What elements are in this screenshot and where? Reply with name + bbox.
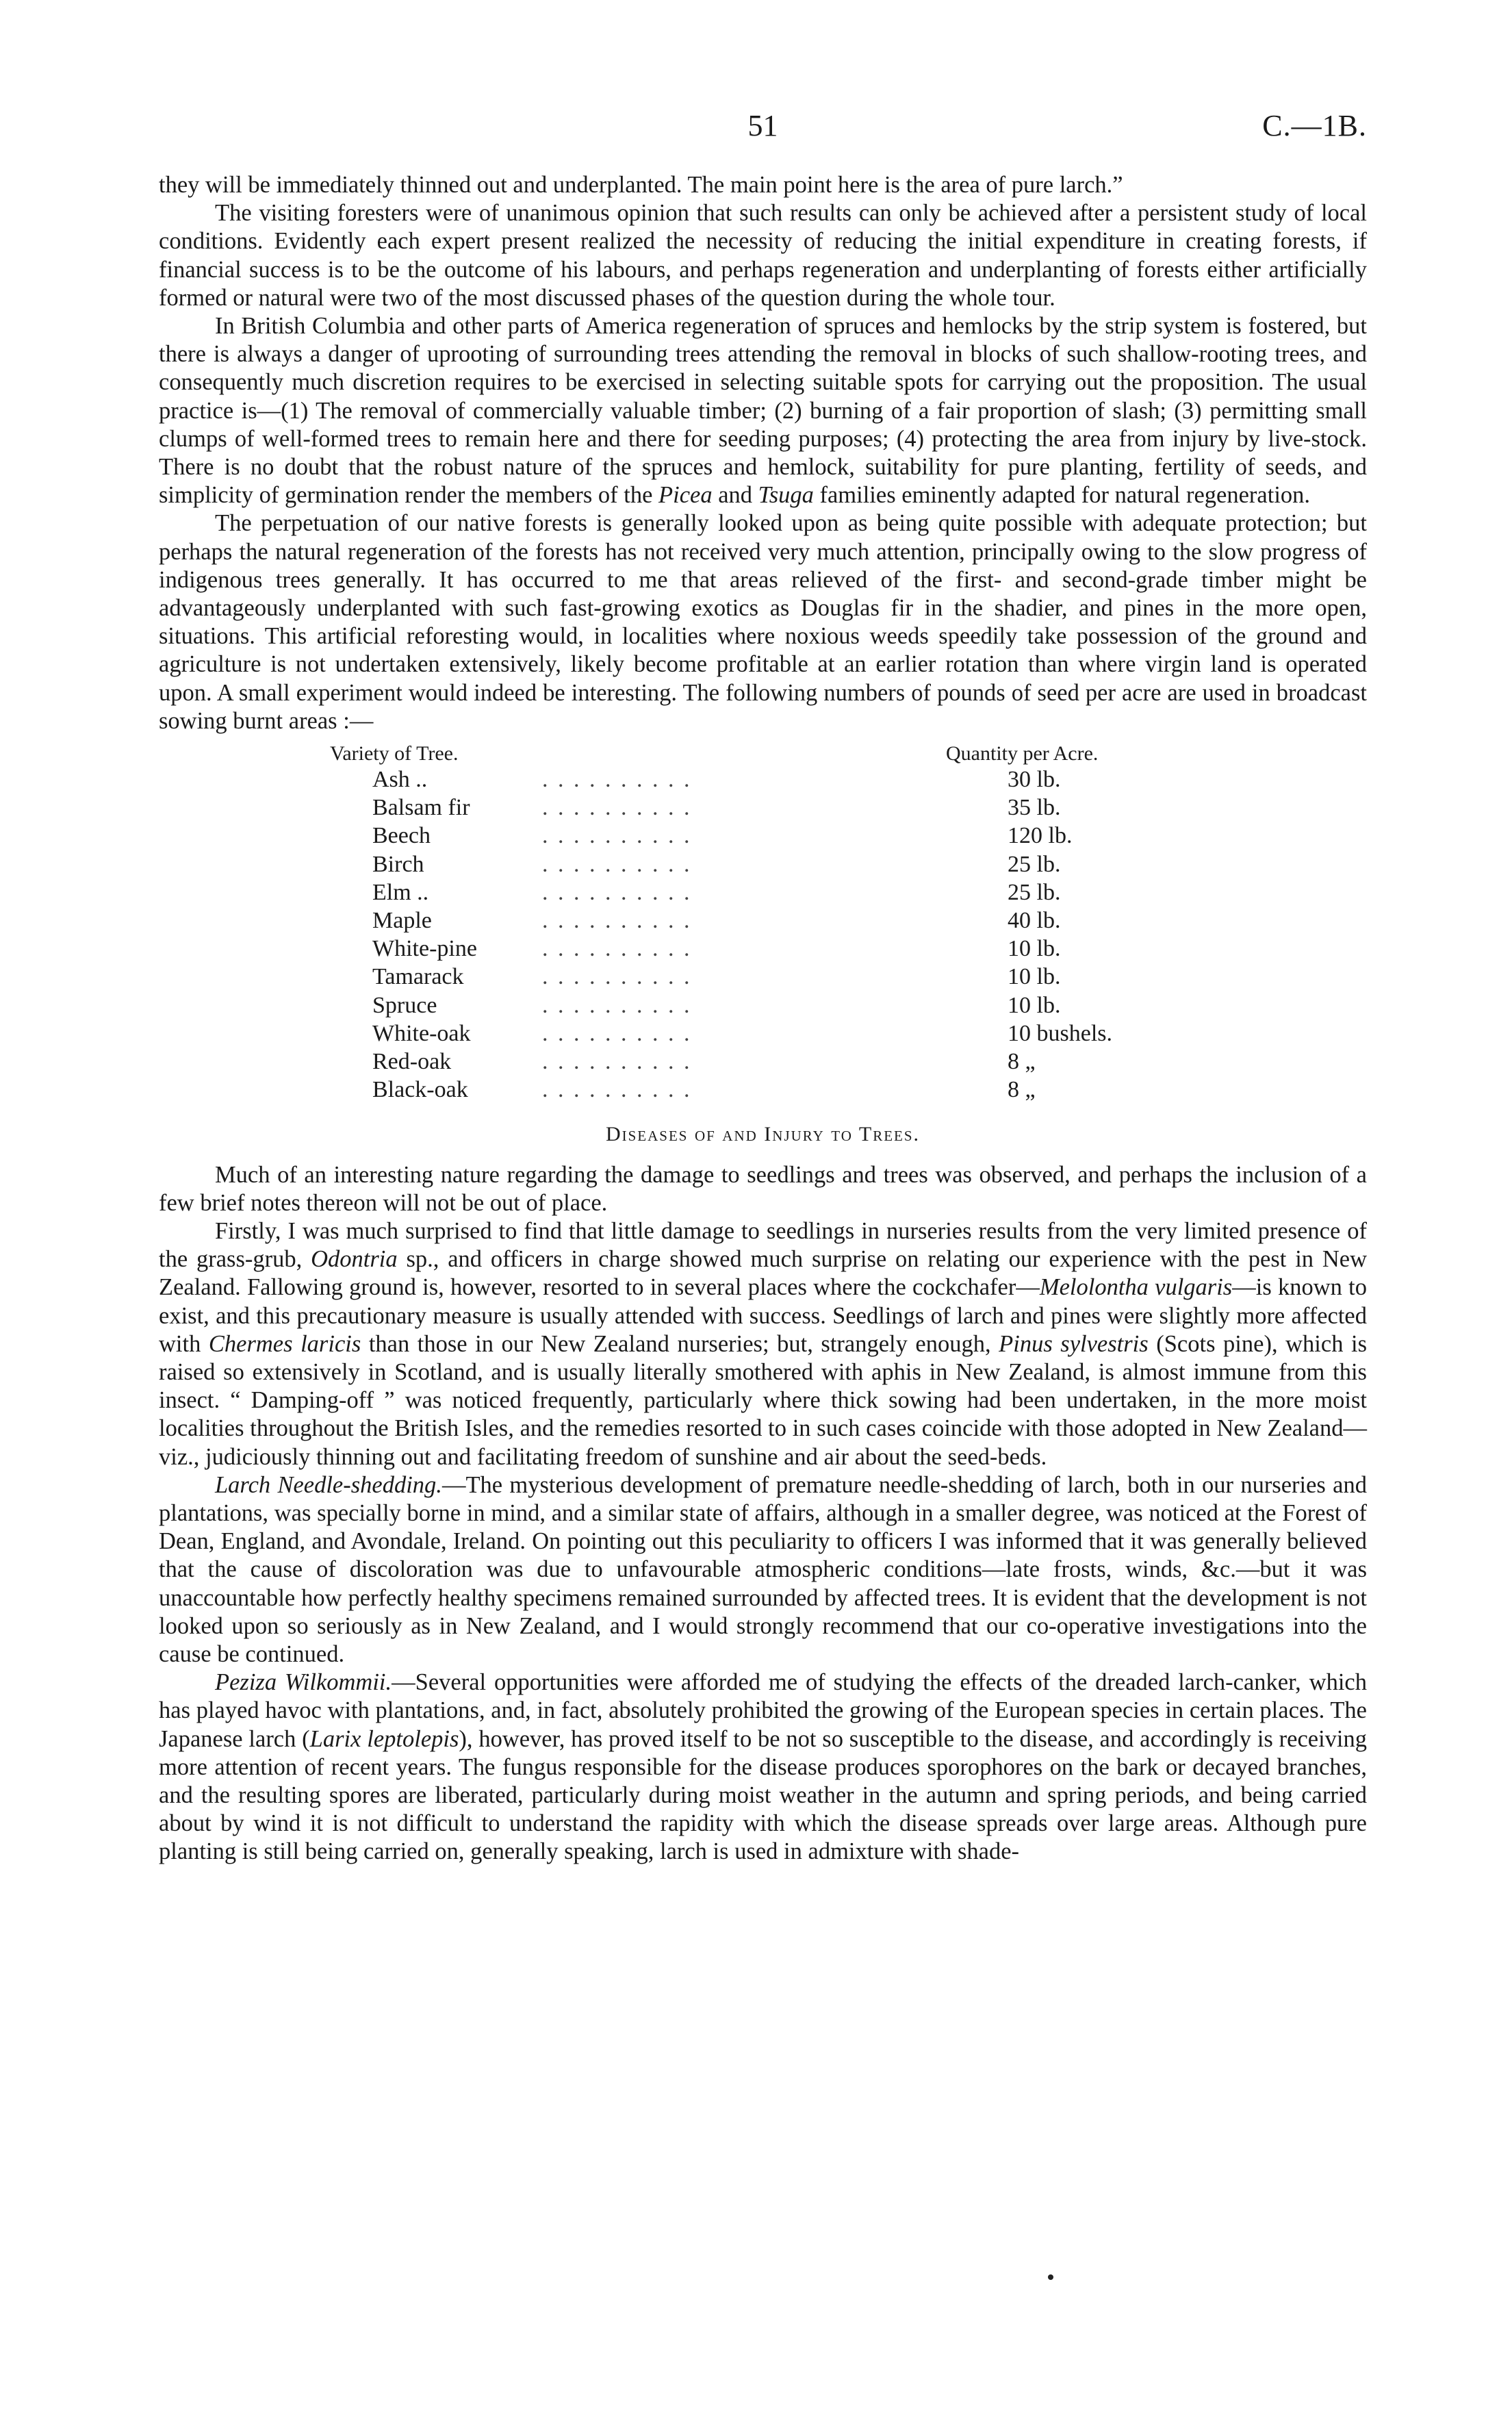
tree-name: Elm .. <box>372 879 429 905</box>
tree-name: Balsam fir <box>372 795 470 821</box>
table-row <box>159 878 1367 906</box>
document-reference: C.—1B. <box>1262 109 1367 142</box>
tree-quantity: 10 lb. <box>1008 936 1061 962</box>
tree-quantity: 120 lb. <box>1008 823 1073 849</box>
table-header <box>159 737 1367 765</box>
dot-leader: . . . . . . . . . . <box>542 992 692 1018</box>
tree-name: Ash .. <box>372 767 428 793</box>
body-text <box>159 171 1367 1866</box>
dot-leader: . . . . . . . . . . <box>542 908 692 933</box>
tree-name: Maple <box>372 908 432 933</box>
paragraph-native-forests: The perpetuation of our native forests is generally looked upon as being quite possible with adequate protection; but perhaps the natural regeneration of the forests has not received very much attention, principally owing to the slow progress of indigenous trees generally. It has occurred to me that areas relieved of the first- and second-grade timber might be advantageously underplanted with such fast-growing exotics as Douglas fir in the shadier, and pines in the more open, situations. This artificial reforesting would, in localities where noxious weeds speedily take possession of the ground and agriculture is not undertaken extensively, likely become profitable at an earlier rotation than where virgin land is operated upon. A small experiment would indeed be interesting. The following numbers of pounds of seed per acre are used in broadcast sowing burnt areas :— <box>159 510 1367 734</box>
tree-name: Black-oak <box>372 1077 468 1103</box>
column-variety-header: Variety of Tree. <box>330 742 459 765</box>
paragraph-larch-needle-shedding: Larch Needle-shedding.—The mysterious development of premature needle-shedding of larch, both in our nurseries and plantations, was specially borne in mind, and a similar state of affairs, although in a smaller degree, was noticed at the Forest of Dean, England, and Avondale, Ireland. On pointing out this peculiarity to officers I was informed that it was generally believed that the cause of discoloration was due to unfavourable atmospheric conditions—late frosts, winds, &c.—but it was unaccountable how perfectly healthy specimens remained surrounded by affected trees. It is evident that the development is not looked upon so seriously as in New Zealand, and I would strongly recommend that our co-operative investigations into the cause be continued. <box>159 1471 1367 1667</box>
tree-quantity: 25 lb. <box>1008 851 1061 877</box>
tree-name: Red-oak <box>372 1048 452 1074</box>
table-row <box>159 765 1367 794</box>
tree-name: Birch <box>372 851 424 877</box>
dot-leader: . . . . . . . . . . <box>542 767 692 793</box>
dot-leader: . . . . . . . . . . <box>542 1048 692 1074</box>
tree-quantity: 8 „ <box>1008 1077 1036 1103</box>
table-row <box>159 1019 1367 1048</box>
paragraph-visiting-foresters: The visiting foresters were of unanimous opinion that such results can only be achieved after a persistent study of local conditions. Evidently each expert present realized the necessity of reducing the initial expenditure in creating forests, if financial success is to be the outcome of his labours, and perhaps regeneration and underplanting of forests either artificially formed or natural were two of the most discussed phases of the question during the whole tour. <box>159 200 1367 311</box>
page-header <box>159 103 1367 151</box>
tree-name: Beech <box>372 823 431 849</box>
table-row <box>159 935 1367 963</box>
dot-leader: . . . . . . . . . . <box>542 1020 692 1046</box>
tree-name: Tamarack <box>372 964 464 990</box>
tree-quantity: 8 „ <box>1008 1048 1036 1074</box>
table-row <box>159 1048 1367 1076</box>
page-number: 51 <box>747 109 778 142</box>
ink-dot <box>1048 2274 1053 2280</box>
table-row <box>159 850 1367 878</box>
tree-quantity: 10 bushels. <box>1008 1020 1112 1046</box>
table-row <box>159 794 1367 822</box>
seed-quantity-table <box>159 737 1367 1104</box>
dot-leader: . . . . . . . . . . <box>542 823 692 849</box>
tree-quantity: 10 lb. <box>1008 964 1061 990</box>
tree-quantity: 40 lb. <box>1008 908 1061 933</box>
tree-quantity: 30 lb. <box>1008 767 1061 793</box>
dot-leader: . . . . . . . . . . <box>542 851 692 877</box>
table-row <box>159 963 1367 991</box>
tree-quantity: 25 lb. <box>1008 879 1061 905</box>
table-row <box>159 906 1367 935</box>
paragraph-continuation: they will be immediately thinned out and underplanted. The main point here is the area of pure larch.” <box>159 172 1123 198</box>
paragraph-peziza-wilkommii: Peziza Wilkommii.—Several opportunities were afforded me of studying the effects of the dreaded larch-canker, which has played havoc with plantations, and, in fact, absolutely prohibited the growing of the European species in certain places. The Japanese larch (Larix leptolepis), however, has proved itself to be not so susceptible to the disease, and accordingly is receiving more attention of recent years. The fungus responsible for the disease produces sporophores on the bark or decayed branches, and the resulting spores are liberated, particularly during moist weather in the autumn and spring periods, and being carried about by wind it is not difficult to understand the rapidity with which the disease spreads over large areas. Although pure planting is still being carried on, generally speaking, larch is used in admixture with shade- <box>159 1669 1367 1865</box>
dot-leader: . . . . . . . . . . <box>542 1077 692 1103</box>
paragraph-diseases-intro: Much of an interesting nature regarding the damage to seedlings and trees was observed, and perhaps the inclusion of a few brief notes thereon will not be out of place. <box>159 1161 1367 1216</box>
dot-leader: . . . . . . . . . . <box>542 795 692 821</box>
dot-leader: . . . . . . . . . . <box>542 936 692 962</box>
tree-quantity: 10 lb. <box>1008 992 1061 1018</box>
section-heading: Diseases of and Injury to Trees. <box>605 1123 921 1146</box>
paragraph-british-columbia: In British Columbia and other parts of America regeneration of spruces and hemlocks by the strip system is fostered, but there is always a danger of uprooting of surrounding trees attending the removal in blocks of such shallow-rooting trees, and consequently much discretion requires to be exercised in selecting suitable spots for carrying out the proposition. The usual practice is—(1) The removal of commercially valuable timber; (2) burning of a fair proportion of slash; (3) permitting small clumps of well-formed trees to remain here and there for seeding purposes; (4) protecting the area from injury by live-stock. There is no doubt that the robust nature of the spruces and hemlock, suitability for pure planting, fertility of seeds, and simplicity of germination render the members of the Picea and Tsuga families eminently adapted for natural regeneration. <box>159 313 1367 509</box>
table-row <box>159 991 1367 1019</box>
table-row <box>159 1076 1367 1104</box>
column-quantity-header: Quantity per Acre. <box>946 742 1099 765</box>
paragraph-grass-grub: Firstly, I was much surprised to find that little damage to seedlings in nurseries results from the very limited presence of the grass-grub, Odontria sp., and officers in charge showed much surprise on relating our experience with the pest in New Zealand. Fallowing ground is, however, resorted to in several places where the cockchafer—Melolontha vulgaris—is known to exist, and this precautionary measure is usually attended with success. Seedlings of larch and pines were slightly more affected with Chermes laricis than those in our New Zealand nurseries; but, strangely enough, Pinus sylvestris (Scots pine), which is raised so extensively in Scotland, and is usually literally smothered with aphis in New Zealand, is almost immune from this insect. “ Damping-off ” was noticed frequently, particularly where thick sowing had been undertaken, in the more moist localities throughout the British Isles, and the remedies resorted to in such cases coincide with those adopted in New Zealand—viz., judiciously thinning out and facilitating freedom of sunshine and air about the seed-beds. <box>159 1217 1368 1470</box>
dot-leader: . . . . . . . . . . <box>542 964 692 990</box>
tree-name: White-oak <box>372 1020 471 1046</box>
dot-leader: . . . . . . . . . . <box>542 879 692 905</box>
tree-quantity: 35 lb. <box>1008 795 1061 821</box>
tree-name: White-pine <box>372 936 477 962</box>
tree-name: Spruce <box>372 992 437 1018</box>
table-row <box>159 822 1367 850</box>
